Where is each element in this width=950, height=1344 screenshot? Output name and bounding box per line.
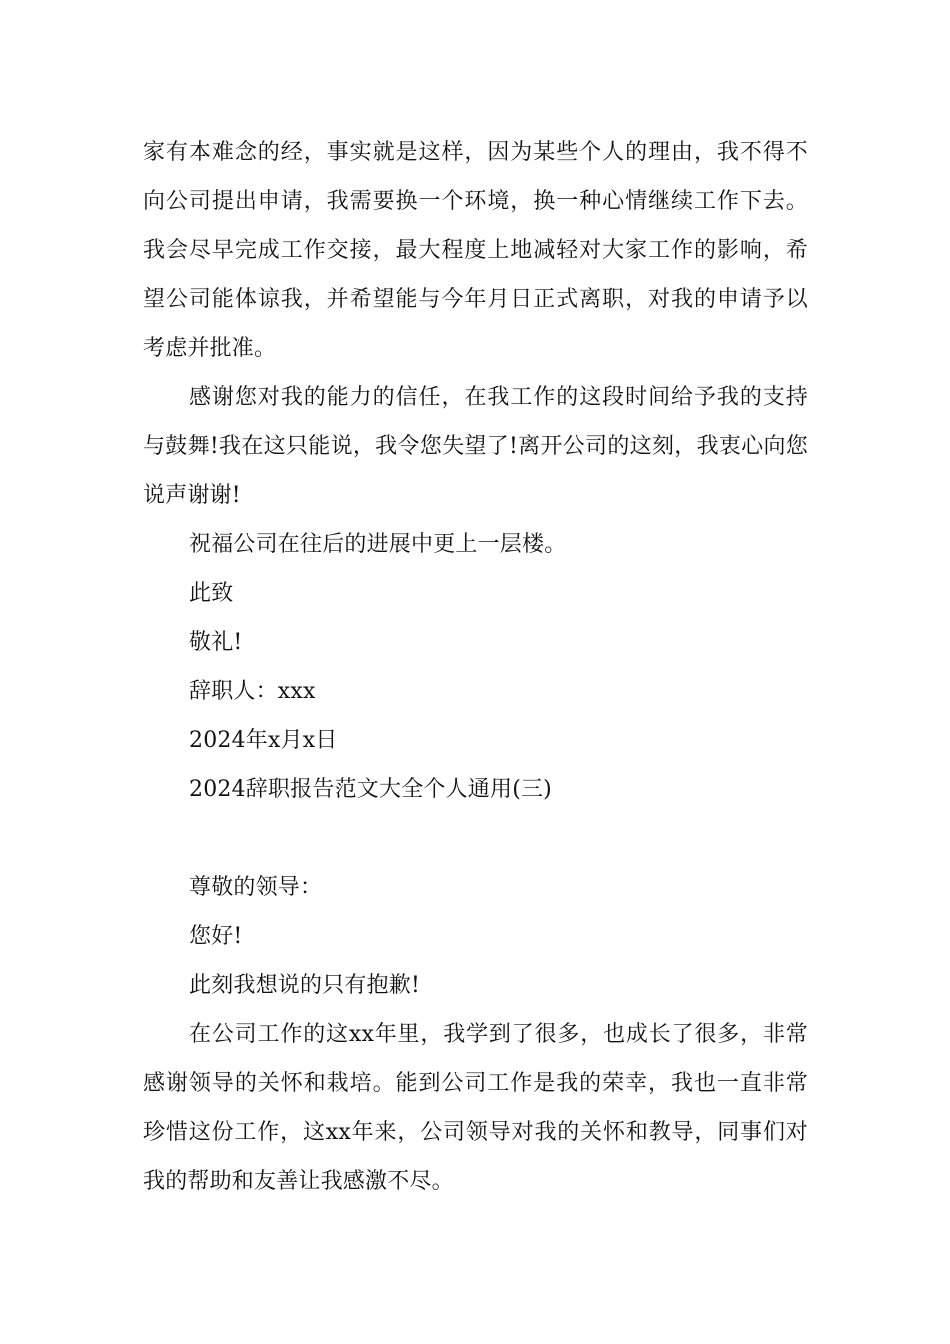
document-body — [143, 128, 808, 1206]
paragraph-continued: 家有本难念的经，事实就是这样，因为某些个人的理由，我不得不向公司提出申请，我需要换一个环境，换一种心情继续工作下去。我会尽早完成工作交接，最大程度上地减轻对大家工作的影响，希望公司能体谅我，并希望能与今年月日正式离职，对我的申请予以考虑并批准。 — [143, 140, 808, 361]
paragraph-wish: 祝福公司在往后的进展中更上一层楼。 — [189, 532, 567, 557]
paragraph-gratitude: 在公司工作的这xx年里，我学到了很多，也成长了很多，非常感谢领导的关怀和栽培。能到公司工作是我的荣幸，我也一直非常珍惜这份工作，这xx年来，公司领导对我的关怀和教导，同事们对我的帮助和友善让我感激不尽。 — [143, 1022, 808, 1194]
blank-line — [143, 814, 808, 863]
paragraph-thanks: 感谢您对我的能力的信任，在我工作的这段时间给予我的支持与鼓舞!我在这只能说，我令您失望了!离开公司的这刻，我衷心向您说声谢谢! — [143, 385, 808, 508]
closing-line-1: 此致 — [189, 581, 234, 606]
section-title: 2024辞职报告范文大全个人通用(三) — [189, 777, 552, 802]
closing-line-2: 敬礼! — [189, 630, 243, 655]
greeting-line: 您好! — [189, 924, 243, 949]
apology-line: 此刻我想说的只有抱歉! — [189, 973, 421, 998]
salutation-line: 尊敬的领导： — [189, 875, 323, 900]
date-line: 2024年x月x日 — [189, 728, 338, 753]
signer-line: 辞职人：xxx — [189, 679, 316, 704]
